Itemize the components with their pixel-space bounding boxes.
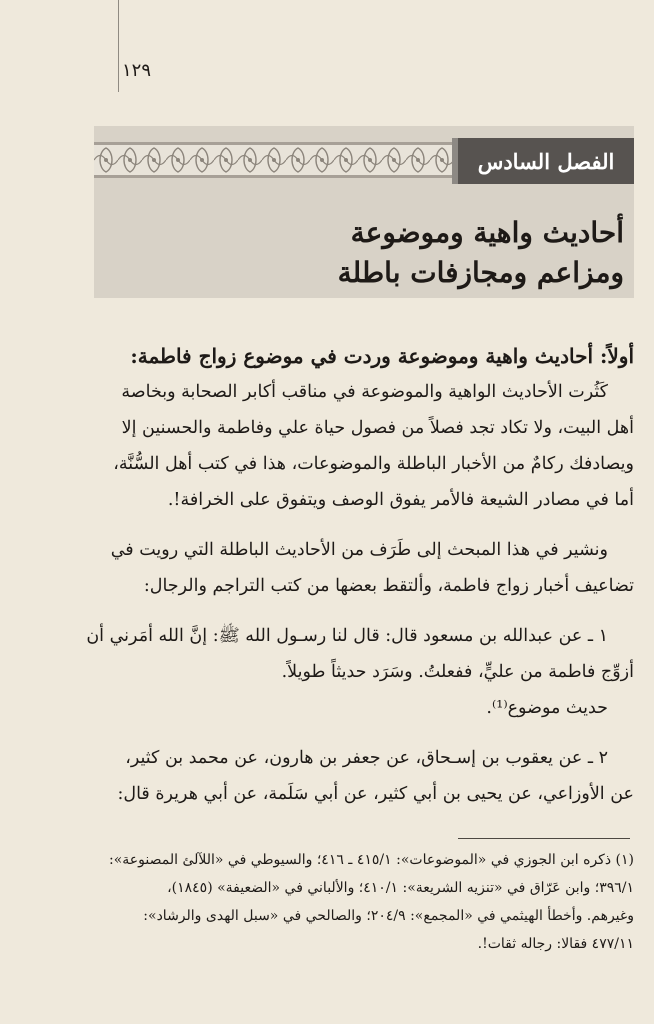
footnote-separator — [458, 838, 630, 839]
chapter-label: الفصل السادس — [458, 138, 634, 184]
hadith-item-1-line: أزوِّج فاطمة من عليٍّ، ففعلتُ. وسَرَد حديثاً طويلاً. — [281, 662, 634, 682]
paragraph-line: ونشير في هذا المبحث إلى طَرَف من الأحاديث الباطلة التي رويت في — [110, 540, 608, 560]
footnotes — [36, 846, 634, 958]
ornament-band — [94, 142, 474, 178]
hadith-item-2-line: ٢ ـ عن يعقوب بن إسـحاق، عن جعفر بن هارون، عن محمد بن كثير، — [125, 748, 608, 768]
footnote-line: وغيرهم. وأخطأ الهيثمي في «المجمع»: ٢٠٤/٩؛ والصالحي في «سبل الهدى والرشاد»: — [143, 908, 634, 924]
paragraph-line: تضاعيف أخبار زواج فاطمة، وألتقط بعضها من كتب التراجم والرجال: — [143, 576, 634, 596]
page-number: ١٢٩ — [122, 60, 152, 81]
chapter-title-line-1: أحاديث واهية وموضوعة — [350, 216, 624, 249]
hadith-verdict: حديث موضوع⁽¹⁾. — [486, 698, 608, 718]
paragraph-line: كَثُرت الأحاديث الواهية والموضوعة في مناقب أكابر الصحابة وبخاصة — [121, 382, 608, 402]
hadith-item-2-line: عن الأوزاعي، عن يحيى بن أبي كثير، عن أبي سَلَمة، عن أبي هريرة قال: — [117, 784, 634, 804]
hadith-item-1-line: ١ ـ عن عبدالله بن مسعود قال: قال لنا رسـول الله ﷺ: إنَّ الله أمَرني أن — [86, 626, 608, 646]
paragraph-line: أما في مصادر الشيعة فالأمر يفوق الوصف ويتفوق على الخرافة!. — [167, 490, 634, 510]
chapter-header — [94, 126, 634, 298]
paragraph-line: أهل البيت، ولا تكاد تجد فصلاً من فصول حياة علي وفاطمة والحسنين إلا — [121, 418, 634, 438]
footnote-line: (١) ذكره ابن الجوزي في «الموضوعات»: ٤١٥/١ ـ ٤١٦؛ والسيوطي في «اللآلئ المصنوعة»: — [109, 852, 634, 868]
page-edge-rule — [118, 0, 119, 92]
chapter-title-line-2: ومزاعم ومجازفات باطلة — [337, 256, 624, 289]
paragraph-gap — [36, 604, 634, 618]
footnote-line: ٣٩٦/١؛ وابن عَرّاق في «تنزيه الشريعة»: ٤١٠/١؛ والألباني في «الضعيفة» (١٨٤٥)، — [167, 880, 634, 896]
footnote-line: ٤٧٧/١١ فقالا: رجاله ثقات!. — [477, 936, 634, 952]
section-heading: أولاً: أحاديث واهية وموضوعة وردت في موضوع زواج فاطمة: — [130, 344, 634, 368]
paragraph-line: ويصادفك ركامٌ من الأخبار الباطلة والموضوعات، هذا في كتب أهل السُّنَّة، — [113, 454, 634, 474]
paragraph-gap — [36, 726, 634, 740]
body-text — [36, 338, 634, 812]
paragraph-gap — [36, 518, 634, 532]
